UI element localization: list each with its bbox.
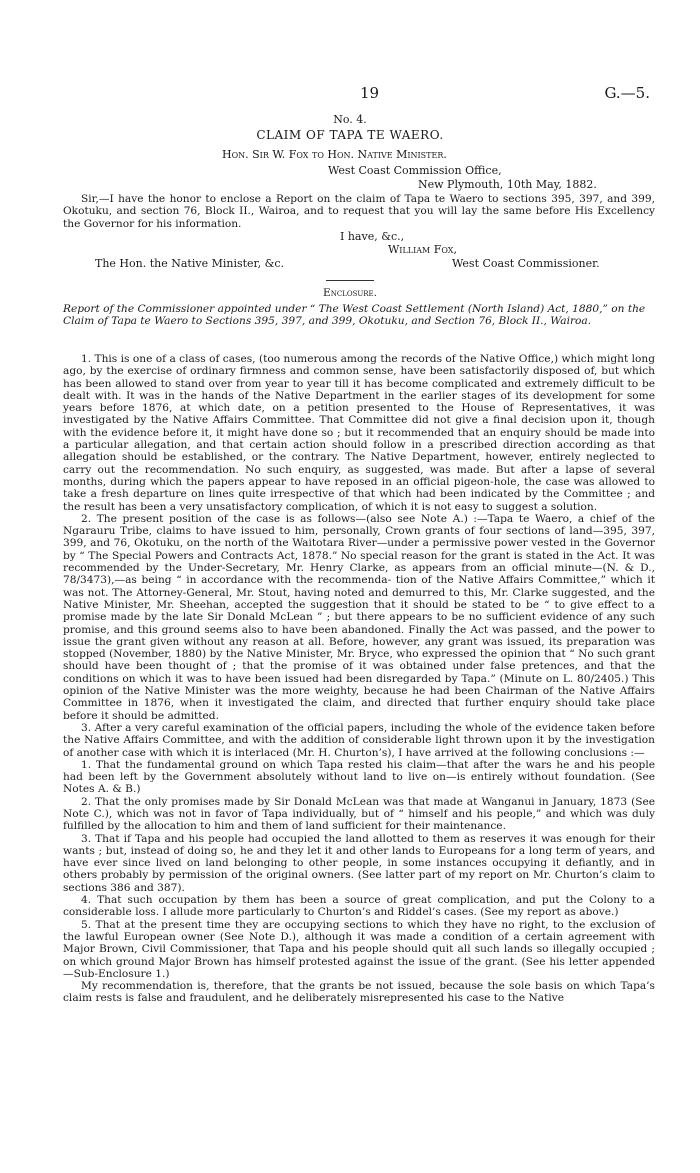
page-header bbox=[60, 84, 650, 104]
letter-closing: I have, &c., bbox=[340, 230, 405, 243]
conclusion-item: 5. That at the present time they are occupying sections to which they have no right, to the exclusion of the lawful European owner (See Note D.), although it was made a condition of a certain agreement with Major Brown, Civil Commissioner, that Tapa and his people should quit all such lands so illegally occupied ; on which ground Major Brown has himself protested against the issue of the grant. (See his letter appended—Sub-Enclosure 1.) bbox=[63, 918, 655, 980]
conclusion-item: 2. That the only promises made by Sir Donald McLean was that made at Wanganui in January, 1873 (See Note C.), which was not in favor of Tapa individually, but of “ himself and his people,” and which was duly fulfilled by the allocation to him and them of land sufficient for their maintenance. bbox=[63, 795, 655, 833]
office-line: West Coast Commission Office, bbox=[328, 164, 502, 177]
report-body bbox=[63, 353, 655, 1005]
letter-body bbox=[63, 193, 655, 230]
letter-signature: William Fox, bbox=[388, 243, 457, 256]
enclosure-label: Enclosure. bbox=[322, 287, 378, 299]
conclusion-item: 1. That the fundamental ground on which Tapa rested his claim—that after the wars he and his people had been left by the Government absolutely without land to live on—is entirely without foundation. (See Notes A. & B.) bbox=[63, 758, 655, 796]
letter-title: CLAIM OF TAPA TE WAERO. bbox=[256, 128, 444, 142]
place-date-line: New Plymouth, 10th May, 1882. bbox=[418, 178, 597, 191]
page-number: 19 bbox=[360, 84, 380, 102]
signature-title: West Coast Commissioner. bbox=[452, 257, 600, 270]
report-paragraph: 2. The present position of the case is as follows—(also see Note A.) :—Tapa te Waero, a chief of the Ngarauru Tribe, claims to have issued to him, personally, Crown grants of four sections of land—395, 397, 399, and 76, Okotuku, on the north of the Waitotara River—under a permissive power vested in the Governor by “ The Special Powers and Contracts Act, 1878.” No special reason for the grant is stated in the Act. It was recommended by the Under-Secretary, Mr. Henry Clarke, as appears from an official minute—(N. & D., 78/3473),—as being “ in accordance with the recommenda- tion of the Native Affairs Committee,” which it was not. The Attorney-General, Mr. Stout, having noted and demurred to this, Mr. Clarke suggested, and the Native Minister, Mr. Sheehan, accepted the suggestion that it should be stated to be “ to give effect to a promise made by the late Sir Donald McLean ” ; but there appears to be no sufficient evidence of any such promise, and this ground seems also to have been abandoned. Finally the Act was passed, and the power to issue the grant given without any reason at all. Before, however, any grant was issued, its preparation was stopped (November, 1880) by the Native Minister, Mr. Bryce, who expressed the opinion that “ No such grant should have been thought of ; that the promise of it was obtained under false pretences, and that the conditions on which it was to have been issued had been disregarded by Tapa.” (Minute on L. 80/2405.) This opinion of the Native Minister was the more weighty, because he had been Chairman of the Native Affairs Committee in 1876, when it investigated the claim, and directed that further enquiry should take place before it should be admitted. bbox=[63, 512, 655, 722]
letter-subtitle: Hon. Sir W. Fox to Hon. Native Minister. bbox=[222, 148, 447, 161]
report-paragraph: 1. This is one of a class of cases, (too numerous among the records of the Native Office,) which might long ago, by the exercise of ordinary firmness and common sense, have been satisfactorily disposed of, but which has been allowed to stand over from year to year till it has become complicated and extremely difficult to be dealt with. It was in the hands of the Native Department in the earlier stages of its development for some years before 1876, at which date, on a petition presented to the House of Representatives, it was investigated by the Native Affairs Committee. That Committee did not give a final decision upon it, though with the evidence before it, it might have done so ; but it recommended that an enquiry should be made into a particular allegation, and that certain action should follow in a prescribed direction according as that allegation should be established, or the contrary. The Native Department, however, entirely neglected to carry out the recommendation. No such enquiry, as suggested, was made. But after a lapse of several months, during which the papers appear to have reposed in an official pigeon-hole, the case was allowed to take a fresh departure on lines quite irrespective of that which had been indicated by the Committee ; and the result has been a very unsatisfactory complication, of which it is not easy to suggest a solution. bbox=[63, 353, 655, 513]
letter-number: No. 4. bbox=[333, 113, 367, 126]
recommendation-paragraph: My recommendation is, therefore, that the grants be not issued, because the sole basis on which Tapa’s claim rests is false and fraudulent, and he deliberately misrepresented his case to the Native bbox=[63, 980, 655, 1005]
letter-paragraph: Sir,—I have the honor to enclose a Report on the claim of Tapa te Waero to sections 395, 397, and 399, Okotuku, and section 76, Block II., Wairoa, and to request that you will lay the same before His Excellency the Governor for his information. bbox=[63, 193, 655, 230]
report-paragraph: 3. After a very careful examination of the official papers, including the whole of the evidence taken before the Native Affairs Committee, and with the addition of considerable light thrown upon it by the investigation of another case with which it is interlaced (Mr. H. Churton’s), I have arrived at the following conclusions :— bbox=[63, 721, 655, 759]
report-title: Report of the Commissioner appointed under “ The West Coast Settlement (North Island) Act, 1880,” on the Claim of Tapa te Waero to Sections 395, 397, and 399, Okotuku, and Section 76, Block II., Wairoa. bbox=[63, 303, 646, 328]
section-divider bbox=[326, 280, 374, 281]
conclusion-item: 3. That if Tapa and his people had occupied the land allotted to them as reserves it was enough for their wants ; but, instead of doing so, he and they let it and other lands to Europeans for a long term of years, and have ever since lived on land belonging to other people, in some instances occupying it defiantly, and in others probably by permission of the original owners. (See latter part of my report on Mr. Churton’s claim to sections 386 and 387). bbox=[63, 832, 655, 894]
conclusion-item: 4. That such occupation by them has been a source of great complication, and put the Colony to a considerable loss. I allude more particularly to Churton’s and Riddel’s cases. (See my report as above.) bbox=[63, 894, 655, 919]
paper-reference: G.—5. bbox=[604, 84, 650, 102]
letter-addressee: The Hon. the Native Minister, &c. bbox=[95, 257, 285, 270]
